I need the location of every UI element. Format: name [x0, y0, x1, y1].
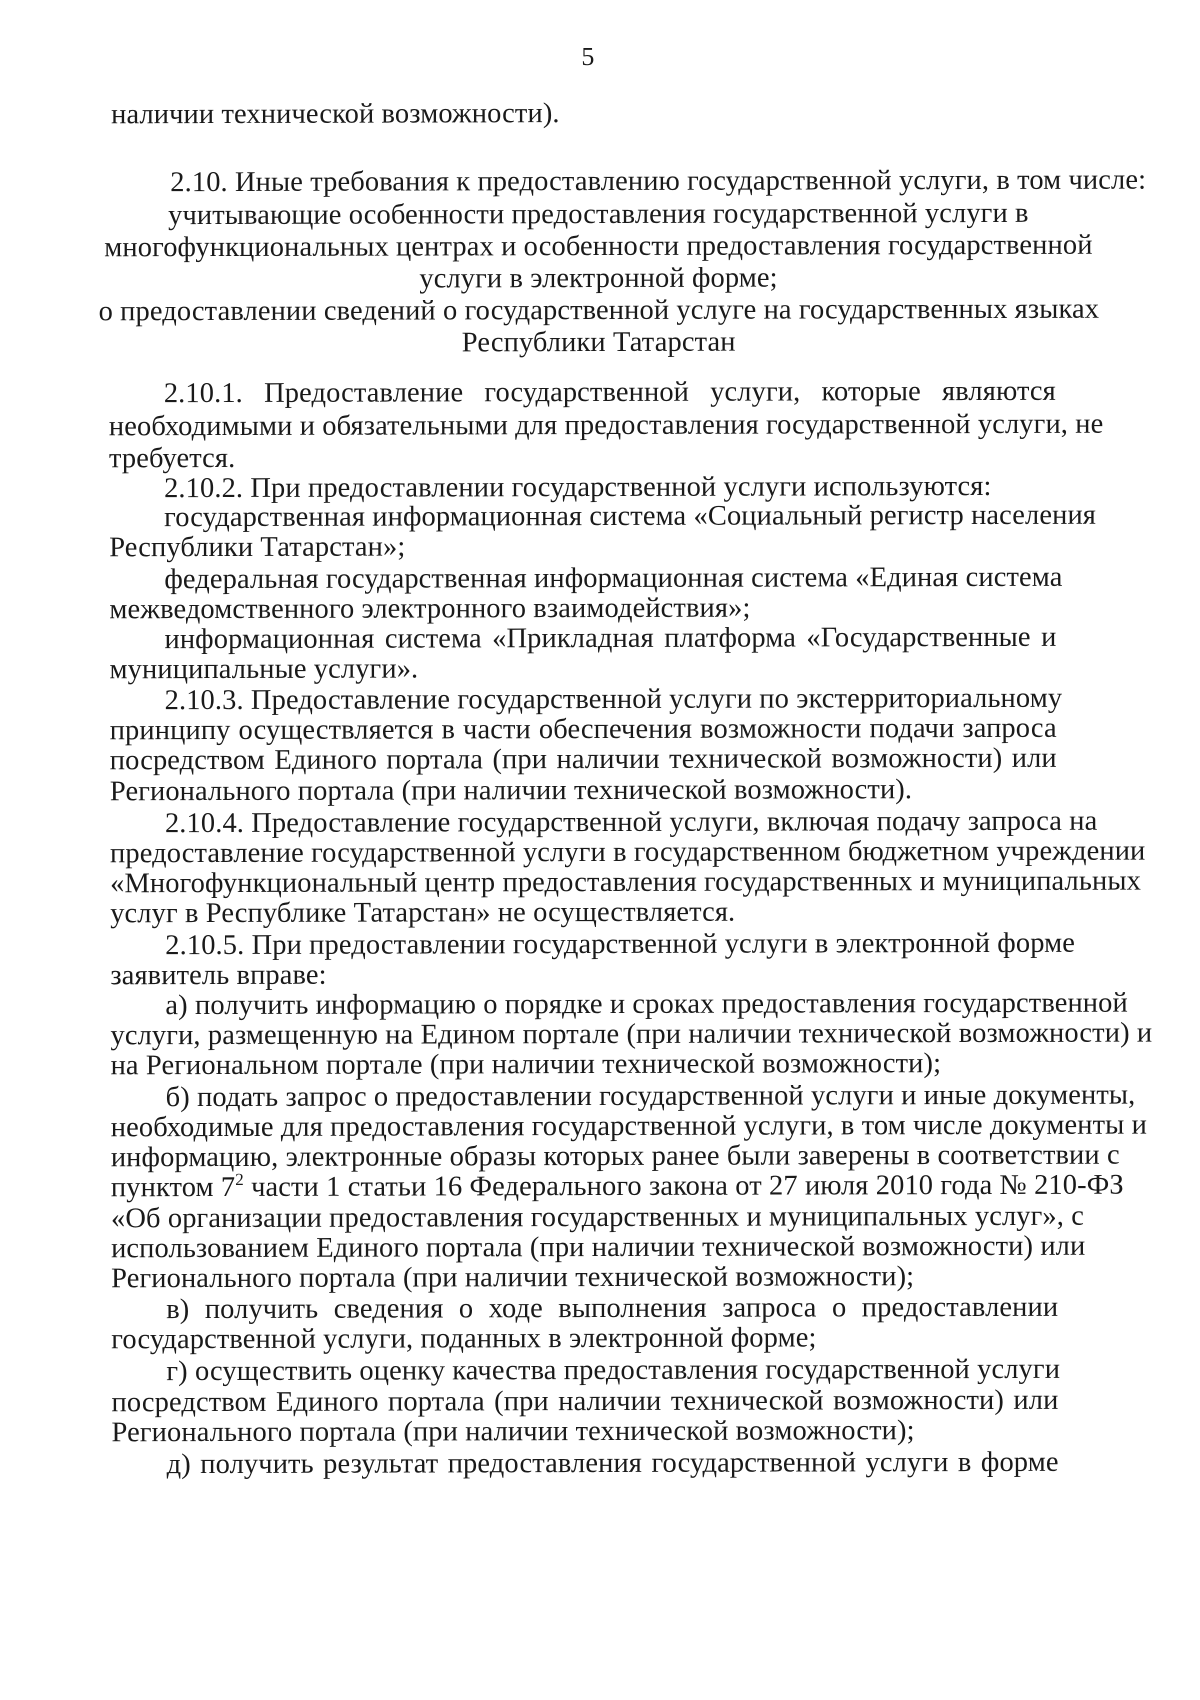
heading-line: многофункциональных центрах и особенности предоставления государственной [104, 229, 1093, 264]
text-line: 2.10.4. Предоставление государственной услуги, включая подачу запроса на [164, 805, 1098, 840]
text-line: Регионального портала (при наличии технической возможности); [111, 1261, 915, 1295]
page-number: 5 [581, 42, 595, 72]
heading-line: о предоставлении сведений о государственной услуге на государственных языках [98, 293, 1100, 328]
text-line: использованием Единого портала (при наличии технической возможности) или [111, 1230, 1086, 1265]
text-line: наличии технической возможности). [111, 98, 560, 131]
text-line: Регионального портала (при наличии технической возможности). [109, 774, 913, 808]
text-line: информационная система «Прикладная платформа «Государственные и [164, 621, 1057, 656]
text-line: межведомственного электронного взаимодействия»; [109, 592, 751, 626]
text-fragment: части 1 статьи 16 Федерального закона от 27 июля 2010 года № 210-ФЗ [243, 1169, 1124, 1203]
text-line: посредством Единого портала (при наличии технической возможности) или [111, 1384, 1059, 1419]
heading-line: 2.10. Иные требования к предоставлению государственной услуги, в том числе: [170, 164, 1147, 199]
text-line: федеральная государственная информационная система «Единая система [164, 561, 1063, 596]
text-line: требуется. [108, 442, 236, 475]
text-line: в) получить сведения о ходе выполнения запроса о предоставлении [166, 1291, 1059, 1326]
text-line: «Об организации предоставления государственных и муниципальных услуг», с [110, 1200, 1085, 1235]
text-line: информацию, электронные образы которых ранее были заверены в соответствии с [110, 1139, 1120, 1174]
text-line: предоставление государственной услуги в государственном бюджетном учреждении [109, 835, 1146, 870]
text-line: Регионального портала (при наличии технической возможности); [111, 1415, 915, 1449]
heading-line: учитывающие особенности предоставления государственной услуги в [168, 197, 1029, 232]
text-line: 2.10.5. При предоставлении государственной услуги в электронной форме [165, 927, 1076, 962]
text-line: г) осуществить оценку качества предоставления государственной услуги [166, 1353, 1061, 1388]
text-line: посредством Единого портала (при наличии технической возможности) или [109, 742, 1057, 777]
text-line: «Многофункциональный центр предоставления государственных и муниципальных [110, 865, 1141, 900]
text-line: а) получить информацию о порядке и сроках предоставления государственной [165, 987, 1128, 1022]
text-fragment: пунктом 7 [110, 1171, 236, 1204]
text-line: б) подать запрос о предоставлении государственной услуги и иные документы, [165, 1079, 1136, 1114]
text-line: на Региональном портале (при наличии технической возможности); [110, 1048, 942, 1082]
text-line: Республики Татарстан»; [109, 531, 406, 564]
text-line: 2.10.3. Предоставление государственной услуги по экстерриториальному [164, 682, 1063, 717]
superscript: 2 [235, 1169, 244, 1189]
text-line: необходимыми и обязательными для предоставления государственной услуги, не [108, 408, 1104, 443]
text-line: необходимые для предоставления государственной услуги, в том числе документы и [110, 1109, 1147, 1144]
text-line: государственная информационная система «Социальный регистр населения [164, 499, 1097, 534]
text-line: услуг в Республике Татарстан» не осуществляется. [110, 896, 736, 930]
text-line: принципу осуществляется в части обеспечения возможности подачи запроса [109, 712, 1057, 747]
text-line: 2.10.2. При предоставлении государственной услуги используются: [164, 470, 992, 505]
text-line: муниципальные услуги». [109, 653, 419, 686]
text-line: услуги, размещенную на Едином портале (при наличии технической возможности) и [110, 1017, 1153, 1052]
text-line: государственной услуги, поданных в электронной форме; [111, 1322, 817, 1356]
text-line: заявитель вправе: [110, 959, 327, 992]
text-line: д) получить результат предоставления государственной услуги в форме [166, 1446, 1059, 1481]
heading-line: Республики Татарстан [461, 326, 736, 359]
text-line: 2.10.1. Предоставление государственной услуги, которые являются [163, 375, 1056, 410]
heading-line: услуги в электронной форме; [419, 262, 778, 295]
